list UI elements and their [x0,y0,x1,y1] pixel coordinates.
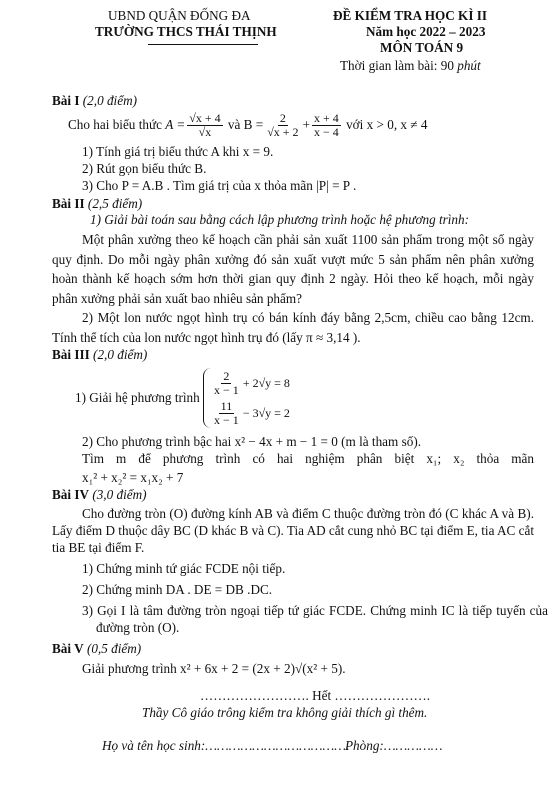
eq1-den: x − 1 [214,382,239,397]
time-unit: phút [457,58,481,73]
bai1-question2: 2) Rút gọn biểu thức B. [82,161,207,176]
expr-b-f2-den: x − 4 [314,124,339,139]
bai3-points: (2,0 điểm) [93,347,148,362]
bai5-heading [52,641,141,657]
eq1-fraction [212,370,241,397]
eq2-fraction [212,400,241,427]
header-subject: MÔN TOÁN 9 [380,40,464,55]
header-exam-title: ĐỀ KIỂM TRA HỌC KÌ II [333,8,488,23]
bai1-heading [52,93,137,109]
header-left-line1: UBND QUẬN ĐỐNG ĐA [108,8,251,23]
bai4-question1: 1) Chứng minh tứ giác FCDE nội tiếp. [82,561,286,576]
bai1-question3: 3) Cho P = A.B . Tìm giá trị của x thỏa mãn |P| = P . [82,178,357,193]
bai1-points: (2,0 điểm) [82,93,137,108]
bai1-and: và [227,117,241,132]
time-label: Thời gian làm bài: 90 [340,58,454,73]
expr-b-lhs: B = [243,117,264,132]
bai1-title: Bài I [52,93,80,108]
bai1-question1: 1) Tính giá trị biểu thức A khi x = 9. [82,144,274,159]
equation-system [203,368,290,428]
bai5-equation: Giải phương trình x² + 6x + 2 = (2x + 2)√(x² + 5). [82,661,346,676]
header-left-line2: TRƯỜNG THCS THÁI THỊNH [95,24,277,39]
expr-a-den: √x [198,124,212,139]
system-eq1 [210,368,290,398]
bai2-problem1: Một phân xưởng theo kế hoạch cần phải sản xuất 1100 sản phẩm trong một số ngày quy định. Do mỗi ngày phân xưởng đó sản xuất vượt mức 5 sản phẩm nên phân xưởng hoàn thành kế hoạch sớm hơn thời gian quy định 2 ngày. Hỏi theo kế hoạch, mỗi ngày phân xưởng phải sản xuất bao nhiêu sản phẩm? [52,232,534,306]
bai2-subtitle1: 1) Giải bài toán sau bằng cách lập phương trình hoặc hệ phương trình: [90,212,470,227]
bai3-title: Bài III [52,347,90,362]
footer-room: Phòng:…………… [345,738,443,753]
bai4-question3: 3) Gọi I là tâm đường tròn ngoại tiếp tứ giác FCDE. Chứng minh IC là tiếp tuyến của đường tròn (O). [82,603,548,635]
bai3-question2-cont: Tìm m để phương trình có hai nghiệm phân biệt x₁; x₂ thỏa mãn [82,451,534,466]
eq1-rest: + 2√y = 8 [242,375,290,390]
bai4-question2: 2) Chứng minh DA . DE = DB .DC. [82,582,273,597]
bai5-points: (0,5 điểm) [86,641,142,656]
expr-b-f1-num: 2 [279,110,286,125]
bai4-points: (3,0 điểm) [92,487,147,502]
bai3-question2: 2) Cho phương trình bậc hai x² − 4x + m − 1 = 0 (m là tham số). [82,434,422,449]
footer-student-name: Họ và tên học sinh:………………………………. [102,738,350,753]
bai3-q1-intro: 1) Giải hệ phương trình [75,390,200,405]
bai1-intro: Cho hai biểu thức [68,117,162,132]
footer-end-marker: ……………………. Hết …………………. [200,688,431,703]
bai4-intro: Cho đường tròn (O) đường kính AB và điểm C thuộc đường tròn đó (C khác A và B). Lấy điểm D thuộc dây BC (D khác B và C). Tia AD cắt cung nhỏ BC tại điểm E, tia AC cắt tia BE tại điểm F. [52,506,535,555]
header-school-year: Năm học 2022 – 2023 [366,24,486,39]
bai4-title: Bài IV [52,487,90,502]
bai3-heading [52,347,147,363]
expr-b-plus: + [302,117,310,132]
bai2-heading [52,196,142,212]
expr-b-fraction1 [265,112,300,139]
bai2-title: Bài II [52,196,85,211]
eq2-rest: − 3√y = 2 [242,405,290,420]
eq1-num: 2 [223,368,230,383]
bai2-points: (2,5 điểm) [87,196,143,211]
bai3-question2-condition: x₁² + x₂² = x₁x₂ + 7 [82,470,184,485]
expr-a-num: √x + 4 [189,110,221,125]
header-time [340,58,481,74]
header-divider [148,44,258,45]
bai1-condition: với x > 0, x ≠ 4 [346,117,428,132]
expr-b-fraction2 [312,112,341,139]
expr-a-fraction [187,112,222,139]
expr-b-f1-den: √x + 2 [267,124,299,139]
bai1-expressions [68,108,427,142]
bai4-heading [52,487,147,503]
expr-a-lhs: A = [165,117,186,132]
eq2-den: x − 1 [214,412,239,427]
eq2-num: 11 [220,398,233,413]
expr-b-f2-num: x + 4 [314,110,339,125]
bai2-problem2: 2) Một lon nước ngọt hình trụ có bán kính đáy bằng 2,5cm, chiều cao bằng 12cm. Tính thể tích của lon nước ngọt hình trụ đó (lấy π ≈ 3,14 ). [52,310,534,345]
bai5-title: Bài V [52,641,84,656]
bai3-system [75,368,290,428]
system-eq2 [210,398,290,428]
footer-note: Thầy Cô giáo trông kiểm tra không giải thích gì thêm. [142,705,428,720]
